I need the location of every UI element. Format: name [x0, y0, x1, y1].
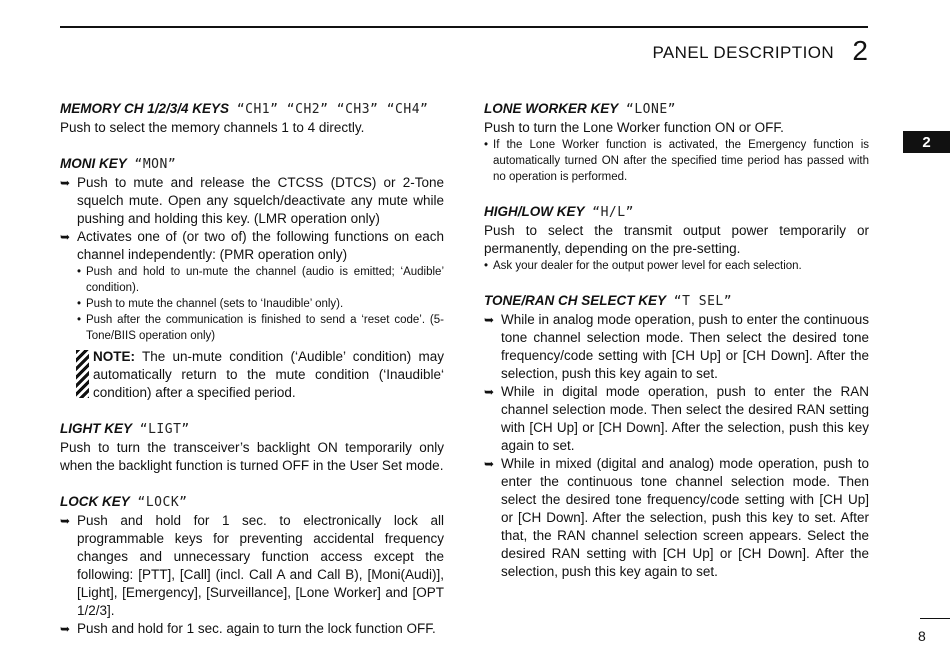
tone-ran-heading [484, 292, 869, 311]
lone-worker-lcd-label: “LONE” [626, 102, 676, 117]
light-description: Push to turn the transceiver’s backlight ON temporarily only when the backlight function is turned OFF in the User Set mode. [60, 440, 444, 473]
high-low-heading [484, 203, 869, 222]
list-item [60, 312, 444, 344]
list-item [484, 455, 869, 581]
arrow-bullet-icon: ➥ [484, 457, 495, 471]
list-item [484, 258, 869, 274]
moni-item-text: Activates one of (or two of) the following functions on each channel independently: (PMR operation only) [77, 229, 444, 262]
header-rule [60, 26, 868, 28]
lone-worker-description: Push to turn the Lone Worker function ON or OFF. [484, 120, 784, 135]
light-key-name: LIGHT KEY [60, 421, 133, 436]
lone-worker-heading [484, 100, 869, 119]
lock-heading [60, 493, 444, 512]
lone-worker-list [484, 137, 869, 185]
note-text: The un-mute condition (‘Audible’ condition) may automatically return to the mute condition (‘Inaudible‘ condition) after a specified period. [93, 349, 444, 400]
lock-lcd-label: “LOCK” [137, 495, 188, 510]
moni-section [60, 155, 444, 402]
memory-ch-key-name: MEMORY CH 1/2/3/4 KEYS [60, 101, 230, 116]
arrow-bullet-icon: ➥ [60, 176, 71, 190]
lone-worker-section [484, 100, 869, 185]
moni-sub-item-text: Push after the communication is finished to send a ‘reset code’. (5-Tone/BIIS operation only) [86, 314, 444, 342]
high-low-section [484, 203, 869, 274]
tone-ran-section [484, 292, 869, 581]
list-item [60, 620, 444, 638]
light-section [60, 420, 444, 475]
arrow-bullet-icon: ➥ [60, 622, 71, 636]
list-item [484, 311, 869, 383]
tone-ran-item-text: While in mixed (digital and analog) mode operation, push to enter the continuous tone channel selection mode. Then select the desired tone frequency/code setting with [CH Up] or [CH Down]. After the selection, push this key to set. After that, the RAN channel selection screen appears. Select the desired RAN setting with [CH Up] or [CH Down]. After the selection, push this key again to set. [501, 456, 869, 579]
dot-bullet-icon: • [77, 266, 82, 278]
tone-ran-item-text: While in analog mode operation, push to enter the continuous tone channel selection mode. Then select the desired tone frequency/code setting with [CH Up] or [CH Down]. After the selection, push this key again to set. [501, 312, 869, 381]
right-column [484, 100, 869, 599]
lone-worker-key-name: LONE WORKER KEY [484, 101, 619, 116]
section-tab: 2 [903, 131, 950, 153]
lock-section [60, 493, 444, 638]
tone-ran-key-name: TONE/RAN CH SELECT KEY [484, 293, 667, 308]
moni-key-name: MONI KEY [60, 156, 127, 171]
arrow-bullet-icon: ➥ [60, 514, 71, 528]
lock-item-text: Push and hold for 1 sec. again to turn the lock function OFF. [77, 621, 436, 636]
page-number-rule [920, 618, 950, 619]
memory-ch-section [60, 100, 444, 137]
dot-bullet-icon: • [77, 298, 82, 310]
list-item [60, 512, 444, 620]
tone-ran-list [484, 311, 869, 581]
arrow-bullet-icon: ➥ [60, 230, 71, 244]
note-label: NOTE: [93, 349, 135, 364]
lone-worker-sub-item-text: If the Lone Worker function is activated, the Emergency function is automatically turned ON after the specified time period has passed with no operation is performed. [493, 139, 869, 183]
high-low-key-name: HIGH/LOW KEY [484, 204, 585, 219]
list-item [60, 296, 444, 312]
arrow-bullet-icon: ➥ [484, 313, 495, 327]
page-number: 8 [918, 628, 926, 644]
page-title: PANEL DESCRIPTION [652, 43, 834, 62]
moni-sub-item-text: Push to mute the channel (sets to ‘Inaudible’ only). [86, 298, 344, 310]
list-item [60, 174, 444, 228]
memory-ch-heading [60, 100, 444, 119]
memory-ch-lcd-label: “CH1” “CH2” “CH3” “CH4” [236, 102, 429, 117]
tone-ran-lcd-label: “T SEL” [673, 294, 733, 309]
light-heading [60, 420, 444, 439]
dot-bullet-icon: • [484, 260, 489, 272]
arrow-bullet-icon: ➥ [484, 385, 495, 399]
lock-item-text: Push and hold for 1 sec. to electronically lock all programmable keys for preventing accidental frequency changes and unnecessary function access except the following: [PTT], [Call] (incl. Call A and Call B), [Moni(Audi)], [Light], [Emergency], [Surveillance], [Lone Worker] and [OPT 1/2/3]. [77, 513, 444, 618]
list-item [60, 264, 444, 296]
left-column [60, 100, 444, 656]
memory-ch-description: Push to select the memory channels 1 to 4 directly. [60, 120, 365, 135]
moni-note [60, 348, 444, 402]
light-lcd-label: “LIGT” [139, 422, 190, 437]
tone-ran-item-text: While in digital mode operation, push to enter the RAN channel selection mode. Then select the desired RAN setting with [CH Up] or [CH Down]. After the selection, push this key again to set. [501, 384, 869, 453]
moni-sub-item-text: Push and hold to un-mute the channel (audio is emitted; ‘Audible’ condition). [86, 266, 444, 294]
dot-bullet-icon: • [77, 314, 82, 326]
dot-bullet-icon: • [484, 139, 489, 151]
lock-list [60, 512, 444, 638]
chapter-number: 2 [852, 35, 868, 66]
moni-list [60, 174, 444, 344]
note-hatch-icon [76, 350, 89, 398]
moni-heading [60, 155, 444, 174]
moni-item-text: Push to mute and release the CTCSS (DTCS) or 2-Tone squelch mute. Open any squelch/deactivate any mute while pushing and holding this key. (LMR operation only) [77, 175, 444, 226]
list-item [60, 228, 444, 264]
high-low-lcd-label: “H/L” [592, 205, 634, 220]
high-low-list [484, 258, 869, 274]
moni-lcd-label: “MON” [134, 157, 177, 172]
lock-key-name: LOCK KEY [60, 494, 130, 509]
list-item [484, 383, 869, 455]
high-low-sub-item-text: Ask your dealer for the output power level for each selection. [493, 260, 802, 272]
high-low-description: Push to select the transmit output power temporarily or permanently, depending on the pre-setting. [484, 223, 869, 256]
list-item [484, 137, 869, 185]
